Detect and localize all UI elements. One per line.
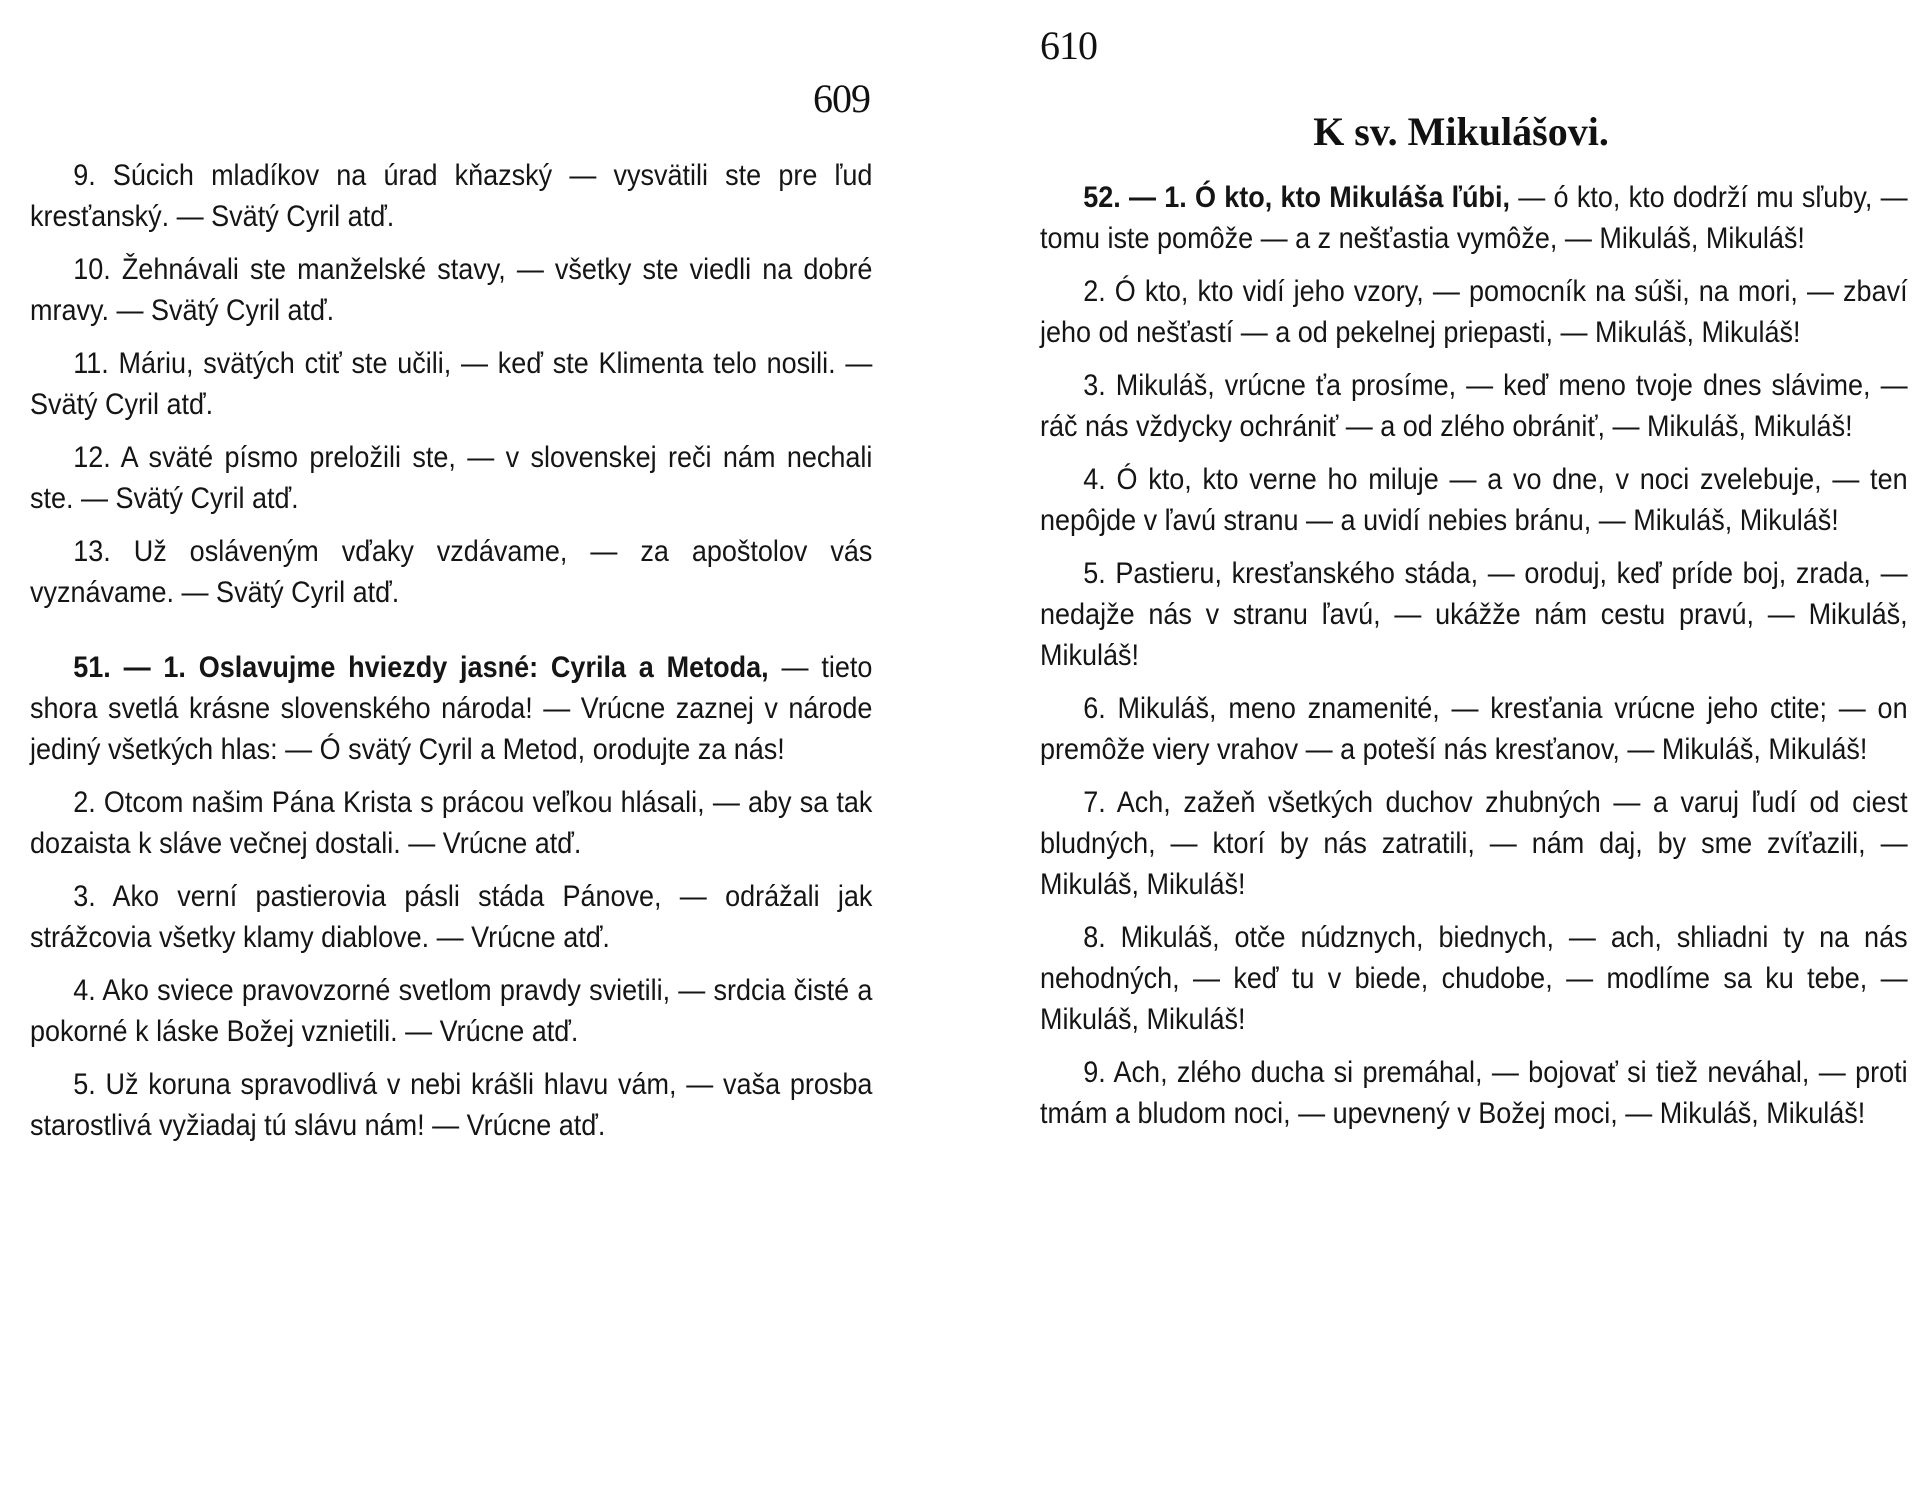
hymn-52-stanza-4: 4. Ó kto, kto verne ho miluje — a vo dne, v noci zvelebuje, — ten nepôjde v ľavú stranu — a uvidí nebies bránu, — Mikuláš, Mikuláš!	[1040, 463, 1908, 537]
right-page-text	[1040, 177, 1908, 1146]
stanza-9: 9. Súcich mladíkov na úrad kňazský — vysvätili ste pre ľud kresťanský. — Svätý Cyril atď.	[30, 159, 873, 233]
page-number-609: 609	[813, 76, 870, 121]
hymn-52-stanza-2: 2. Ó kto, kto vidí jeho vzory, — pomocník na súši, na mori, — zbaví jeho od nešťastí — a od pekelnej priepasti, — Mikuláš, Mikuláš!	[1040, 275, 1908, 349]
hymn-51-stanza-1	[30, 647, 872, 770]
hymn-52-stanza-7: 7. Ach, zažeň všetkých duchov zhubných — a varuj ľudí od ciest bludných, — ktorí by nás zatratili, — nám daj, by sme zvíťazili, — Mikuláš, Mikuláš!	[1040, 786, 1908, 901]
left-page	[0, 0, 900, 1500]
stanza-12: 12. A sväté písmo preložili ste, — v slovenskej reči nám nechali ste. — Svätý Cyril atď.	[30, 441, 873, 515]
hymn-51-heading: 51. — 1. Oslavujme hviezdy jasné: Cyrila a Metoda,	[73, 651, 769, 684]
page-number-610: 610	[1040, 23, 1097, 68]
hymn-52-stanza-5: 5. Pastieru, kresťanského stáda, — oroduj, keď príde boj, zrada, — nedajže nás v stranu ľavú, — ukážže nám cestu pravú, — Mikuláš, Mikuláš!	[1040, 557, 1908, 672]
hymn-51-stanza-3: 3. Ako verní pastierovia pásli stáda Pánove, — odrážali jak strážcovia všetky klamy diablove. — Vrúcne atď.	[30, 880, 873, 954]
hymn-52-stanza-1	[1040, 177, 1908, 259]
hymn-51-stanza-4: 4. Ako sviece pravovzorné svetlom pravdy svietili, — srdcia čisté a pokorné k láske Božej vznietili. — Vrúcne atď.	[30, 974, 873, 1048]
hymn-title: K sv. Mikulášovi.	[1313, 109, 1609, 154]
hymn-52-heading: 52. — 1. Ó kto, kto Mikuláša ľúbi,	[1083, 181, 1511, 214]
hymn-52-stanza-9: 9. Ach, zlého ducha si premáhal, — bojovať si tiež neváhal, — proti tmám a bludom noci, — upevnený v Božej moci, — Mikuláš, Mikuláš!	[1040, 1056, 1908, 1130]
left-page-text	[30, 155, 872, 1158]
stanza-10: 10. Žehnávali ste manželské stavy, — všetky ste viedli na dobré mravy. — Svätý Cyril atď.	[30, 253, 873, 327]
stanza-13: 13. Už osláveným vďaky vzdávame, — za apoštolov vás vyznávame. — Svätý Cyril atď.	[30, 535, 873, 609]
hymn-51-stanza-2: 2. Otcom našim Pána Krista s prácou veľkou hlásali, — aby sa tak dozaista k sláve večnej dostali. — Vrúcne atď.	[30, 786, 873, 860]
hymn-51-stanza-5: 5. Už koruna spravodlivá v nebi krášli hlavu vám, — vaša prosba starostlivá vyžiadaj tú slávu nám! — Vrúcne atď.	[30, 1068, 873, 1142]
stanza-11: 11. Máriu, svätých ctiť ste učili, — keď ste Klimenta telo nosili. — Svätý Cyril atď.	[30, 347, 873, 421]
hymn-52-stanza-1-text: — ó kto, kto dodrží mu sľuby, — tomu iste pomôže — a z nešťastia vymôže, — Mikuláš, Mikuláš!	[1040, 181, 1908, 255]
hymn-52-stanza-6: 6. Mikuláš, meno znamenité, — kresťania vrúcne jeho ctite; — on premôže viery vrahov — a poteší nás kresťanov, — Mikuláš, Mikuláš!	[1040, 692, 1908, 766]
hymn-51-stanza-1-text: — tieto shora svetlá krásne slovenského národa! — Vrúcne zaznej v národe jediný všetkých hlas: — Ó svätý Cyril a Metod, orodujte za nás!	[30, 651, 873, 766]
hymn-52-stanza-8: 8. Mikuláš, otče núdznych, biednych, — ach, shliadni ty na nás nehodných, — keď tu v biede, chudobe, — modlíme sa ku tebe, — Mikuláš, Mikuláš!	[1040, 921, 1908, 1036]
hymn-52-stanza-3: 3. Mikuláš, vrúcne ťa prosíme, — keď meno tvoje dnes slávime, — ráč nás vždycky ochrániť — a od zlého obrániť, — Mikuláš, Mikuláš!	[1040, 369, 1908, 443]
right-page	[1010, 0, 1912, 1500]
